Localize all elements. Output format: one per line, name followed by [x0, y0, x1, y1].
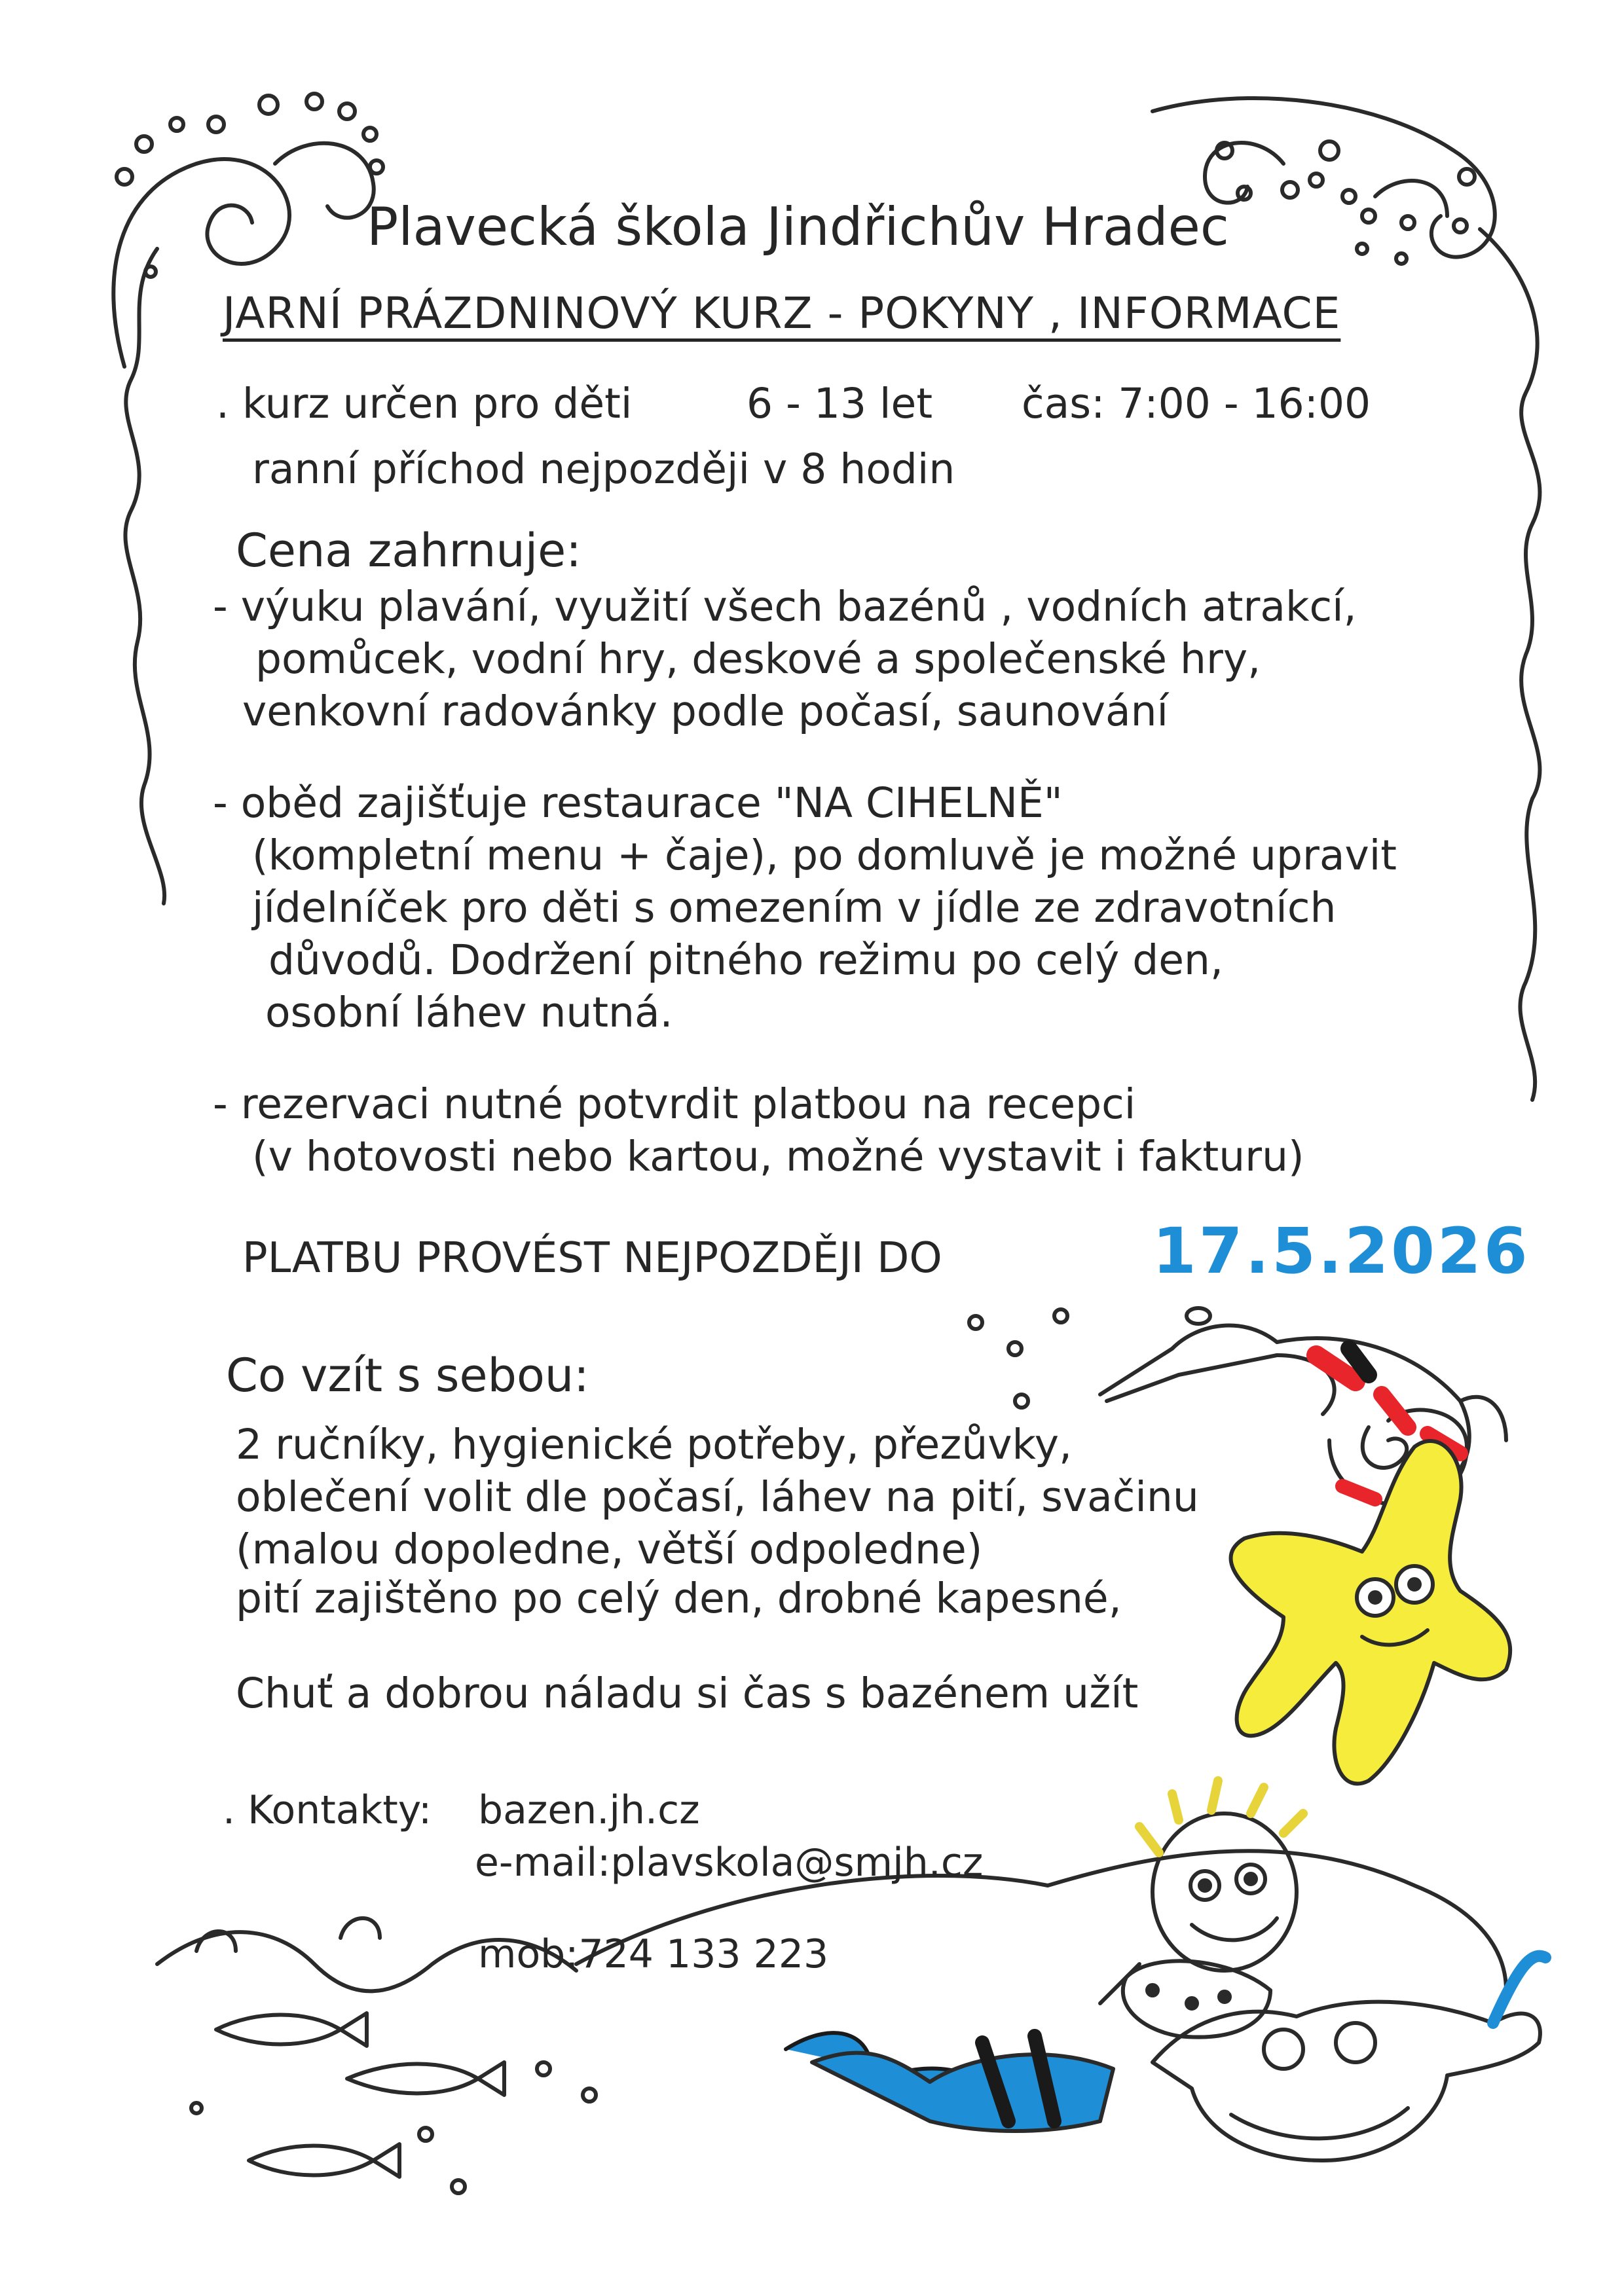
price-item2-line4: důvodů. Dodržení pitného režimu po celý den, [268, 936, 1223, 984]
price-item2-line5: osobní láhev nutná. [265, 989, 673, 1036]
bring-line3: (malou dopoledne, větší odpoledne) [236, 1525, 983, 1573]
page-title: Plavecká škola Jindřichův Hradec [367, 196, 1229, 257]
intro-course-target: . kurz určen pro děti [216, 380, 633, 428]
border-left [125, 249, 164, 903]
price-item1-line2: pomůcek, vodní hry, deskové a společenské hry, [255, 635, 1261, 683]
price-heading: Cena zahrnuje: [236, 524, 581, 577]
price-item2-line3: jídelníček pro děti s omezením v jídle ze zdravotních [252, 884, 1337, 932]
bring-line4: pití zajištěno po celý den, drobné kapesné, [236, 1575, 1122, 1622]
bring-wish: Chuť a dobrou náladu si čas s bazénem užít [236, 1669, 1139, 1717]
contacts-label: . Kontakty: [223, 1787, 432, 1833]
border-right [1480, 229, 1540, 1100]
price-item3-line2: (v hotovosti nebo kartou, možné vystavit i fakturu) [252, 1133, 1304, 1180]
payment-deadline-text: PLATBU PROVÉST NEJPOZDĚJI DO [242, 1234, 942, 1283]
bring-line1: 2 ručníky, hygienické potřeby, přezůvky, [236, 1421, 1073, 1468]
intro-age-range: 6 - 13 let [747, 380, 933, 428]
bring-line2: oblečení volit dle počasí, láhev na pití, svačinu [236, 1473, 1199, 1521]
price-item2-line1: - oběd zajišťuje restaurace "NA CIHELNĚ" [213, 779, 1063, 827]
intro-arrival: ranní příchod nejpozději v 8 hodin [252, 445, 955, 493]
bring-heading: Co vzít s sebou: [226, 1349, 589, 1402]
price-item1-line3: venkovní radovánky podle počasí, saunování [242, 687, 1169, 735]
contact-email[interactable]: e-mail:plavskola@smjh.cz [475, 1840, 984, 1886]
price-item2-line2: (kompletní menu + čaje), po domluvě je možné upravit [252, 831, 1397, 879]
contact-phone[interactable]: mob:724 133 223 [478, 1931, 829, 1977]
price-item1-line1: - výuku plavání, využití všech bazénů , vodních atrakcí, [213, 583, 1357, 630]
subtitle: JARNÍ PRÁZDNINOVÝ KURZ - POKYNY , INFORMACE [223, 288, 1341, 338]
contact-website[interactable]: bazen.jh.cz [478, 1787, 700, 1833]
intro-time: čas: 7:00 - 16:00 [1022, 380, 1371, 428]
price-item3-line1: - rezervaci nutné potvrdit platbou na recepci [213, 1080, 1136, 1128]
payment-deadline-date: 17.5.2026 [1153, 1214, 1530, 1288]
